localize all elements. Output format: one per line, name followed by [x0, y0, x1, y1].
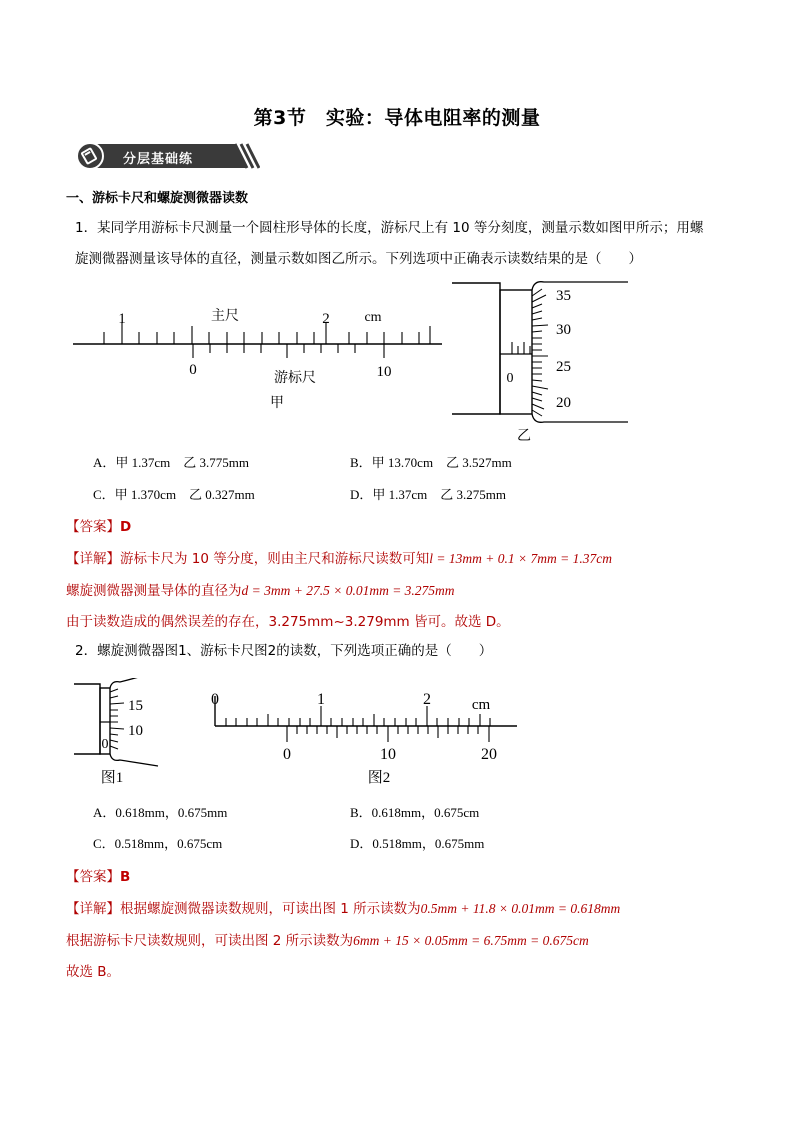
figure-caption-2: 图2 — [367, 770, 391, 786]
thimble-ticks — [110, 689, 124, 749]
vernier-tick-label: 20 — [481, 746, 497, 763]
main-tick-label: 1 — [317, 691, 325, 708]
vernier-tick-label: 10 — [380, 746, 396, 763]
figure-micrometer-yi — [448, 276, 634, 446]
main-scale-ticks — [104, 322, 430, 344]
unit-label: cm — [364, 310, 382, 325]
main-scale-label: 主尺 — [211, 309, 239, 324]
sleeve-zero-label: 0 — [101, 737, 109, 752]
vernier-tick-label: 0 — [189, 362, 197, 378]
vernier-ticks — [287, 726, 489, 742]
banner-label: 分层基础练 — [123, 152, 194, 167]
thimble-tick-label: 20 — [556, 395, 571, 411]
question-1-stem-line2: 旋测微器测量该导体的直径，测量示数如图乙所示。下列选项中正确表示读数结果的是（ ） — [75, 251, 642, 267]
figure-2-vernier — [205, 684, 525, 790]
sleeve-zero-label: 0 — [506, 371, 514, 386]
option-d[interactable]: D．0.518mm，0.675mm — [350, 836, 485, 851]
figure-1-micrometer — [72, 678, 162, 790]
detail-1-line1: 【详解】游标卡尺为 10 等分度，则由主尺和游标尺读数可知l = 13mm + 0.1 × 7mm = 1.37cm — [66, 551, 612, 567]
thimble-tick-label: 35 — [556, 288, 571, 304]
option-b[interactable]: B．0.618mm，0.675cm — [350, 805, 480, 820]
vernier-tick-label: 10 — [376, 364, 392, 380]
main-scale-ticks — [226, 706, 490, 726]
answer-2: 【答案】B — [66, 869, 131, 885]
figure-caption-1: 图1 — [100, 770, 124, 786]
question-2-stem: 2．螺旋测微器图1、游标卡尺图2的读数，下列选项正确的是（ ） — [75, 643, 493, 659]
question-1-stem-line1: 1．某同学用游标卡尺测量一个圆柱形导体的长度，游标尺上有 10 等分刻度，测量示数如图甲所示；用螺 — [75, 220, 704, 236]
unit-label: cm — [471, 697, 491, 713]
thimble-tick-label: 15 — [128, 698, 143, 714]
thimble-tick-label: 10 — [128, 723, 143, 739]
option-c[interactable]: C．甲 1.370cm 乙 0.327mm — [93, 487, 255, 502]
option-a[interactable]: A．0.618mm，0.675mm — [93, 805, 228, 820]
option-b[interactable]: B．甲 13.70cm 乙 3.527mm — [350, 455, 512, 470]
vernier-scale-label: 游标尺 — [274, 371, 316, 386]
answer-1: 【答案】D — [66, 519, 132, 535]
detail-2-line1: 【详解】根据螺旋测微器读数规则，可读出图 1 所示读数为0.5mm + 11.8 × 0.01mm = 0.618mm — [66, 901, 621, 917]
option-d[interactable]: D．甲 1.37cm 乙 3.275mm — [350, 487, 506, 502]
figure-caption-jia: 甲 — [270, 396, 284, 411]
main-tick-label: 2 — [423, 691, 431, 708]
thimble-ticks — [532, 289, 548, 416]
thimble-tick-label: 25 — [556, 359, 571, 375]
figure-vernier-jia — [70, 298, 450, 418]
main-tick-label: 0 — [211, 691, 219, 708]
thimble-tick-label: 30 — [556, 322, 571, 338]
detail-1-line3: 由于读数造成的偶然误差的存在，3.275mm~3.279mm 皆可。故选 D。 — [66, 614, 510, 630]
vernier-tick-label: 0 — [283, 746, 291, 763]
page-title: 第3节 实验：导体电阻率的测量 — [253, 107, 541, 129]
figure-caption-yi: 乙 — [517, 429, 531, 444]
option-c[interactable]: C．0.518mm，0.675cm — [93, 836, 223, 851]
main-tick-label: 1 — [118, 311, 126, 327]
detail-1-line2: 螺旋测微器测量导体的直径为d = 3mm + 27.5 × 0.01mm = 3.275mm — [66, 583, 455, 599]
vernier-ticks — [193, 344, 384, 358]
detail-2-line2: 根据游标卡尺读数规则，可读出图 2 所示读数为6mm + 15 × 0.05mm = 6.75mm = 0.675cm — [66, 933, 589, 949]
option-a[interactable]: A．甲 1.37cm 乙 3.775mm — [93, 455, 249, 470]
section-heading: 一、游标卡尺和螺旋测微器读数 — [66, 191, 249, 206]
detail-2-line3: 故选 B。 — [66, 964, 121, 980]
main-tick-label: 2 — [322, 311, 330, 327]
